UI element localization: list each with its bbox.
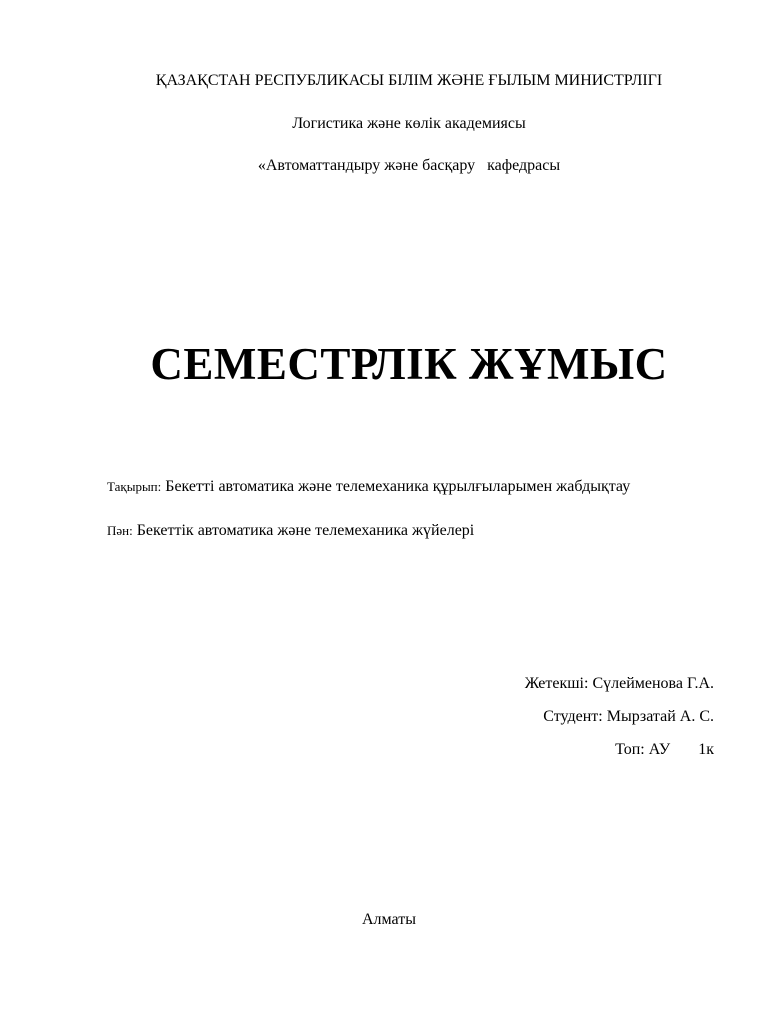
document-title: СЕМЕСТРЛІК ЖҰМЫС	[150, 339, 668, 389]
group-line	[615, 741, 714, 759]
city-name: Алматы	[362, 911, 416, 928]
ministry-heading: ҚАЗАҚСТАН РЕСПУБЛИКАСЫ БІЛІМ ЖӘНЕ ҒЫЛЫМ МИНИСТРЛІГІ	[155, 72, 663, 89]
academy-name: Логистика және көлік академиясы	[292, 115, 526, 132]
group-label: Топ: АУ	[615, 741, 671, 758]
supervisor-line: Жетекші: Сүлейменова Г.А.	[524, 675, 714, 692]
course-label: 1к	[698, 741, 714, 758]
subject-line	[107, 522, 474, 540]
topic-value: Бекетті автоматика және телемеханика құрылғыларымен жабдықтау	[165, 478, 631, 495]
student-line: Студент: Мырзатай А. С.	[543, 708, 714, 725]
subject-label: Пән:	[107, 523, 133, 538]
subject-value: Бекеттік автоматика және телемеханика жүйелері	[136, 522, 475, 539]
department-name: «Автоматтандыру және басқару кафедрасы	[257, 157, 561, 174]
topic-label: Тақырып:	[107, 479, 162, 494]
topic-line	[107, 478, 630, 496]
